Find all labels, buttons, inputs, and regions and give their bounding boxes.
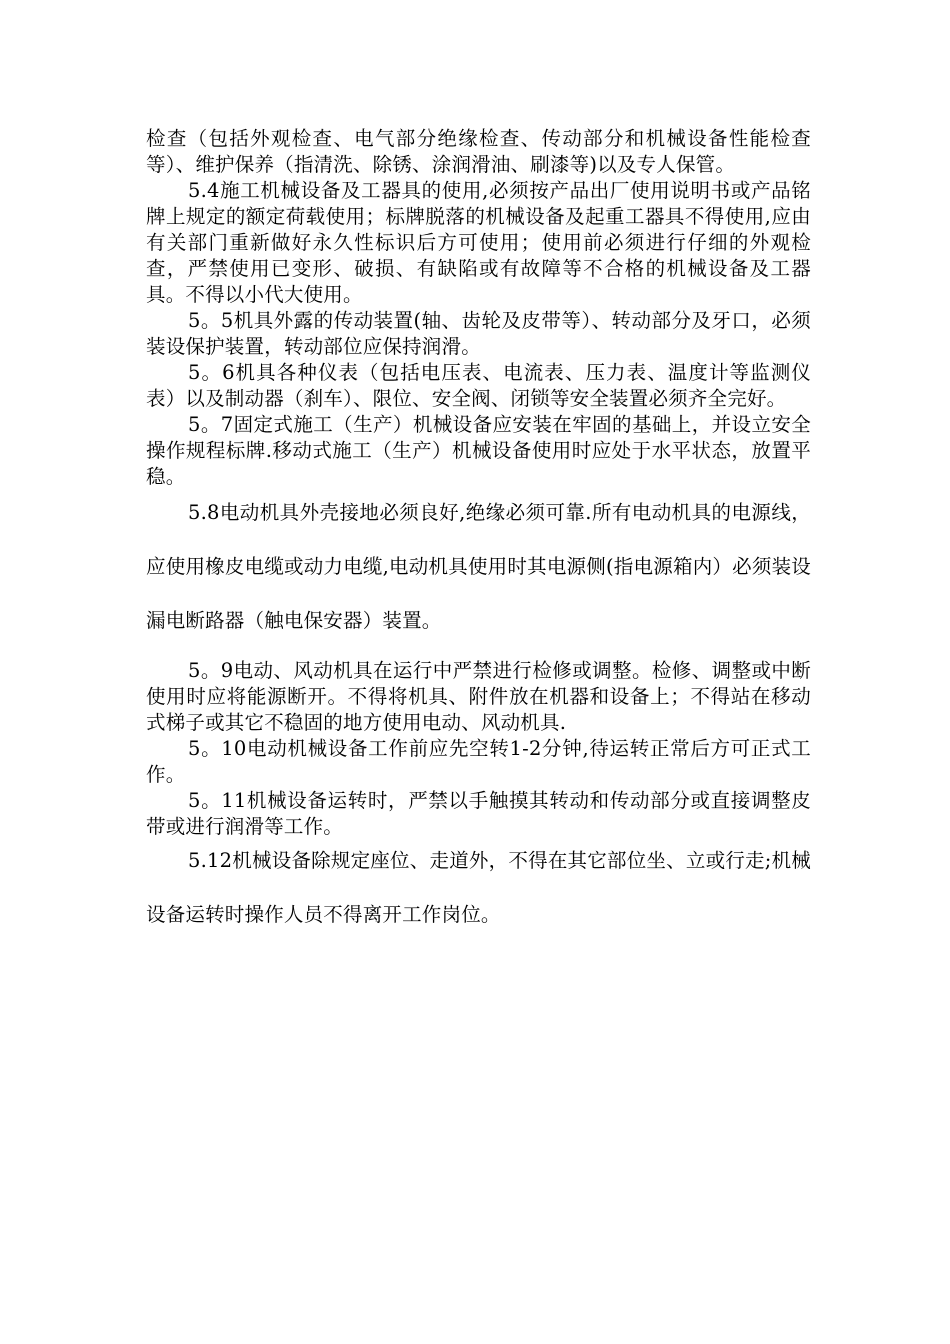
paragraph-5-11: 5。11机械设备运转时，严禁以手触摸其转动和传动部分或直接调整皮带或进行润滑等工作。 bbox=[146, 789, 811, 838]
paragraph-5-8: 5.8电动机具外壳接地必须良好,绝缘必须可靠.所有电动机具的电源线，应使用橡皮电缆或动力电缆,电动机具使用时其电源侧(指电源箱内）必须装设漏电断路器（触电保安器）装置。 bbox=[146, 501, 811, 632]
paragraph-5-10: 5。10电动机械设备工作前应先空转1-2分钟,待运转正常后方可正式工作。 bbox=[146, 737, 811, 786]
paragraph-5-4: 5.4施工机械设备及工器具的使用,必须按产品出厂使用说明书或产品铭牌上规定的额定荷载使用；标牌脱落的机械设备及起重工器具不得使用,应由有关部门重新做好永久性标识后方可使用；使用前必须进行仔细的外观检查，严禁使用已变形、破损、有缺陷或有故障等不合格的机械设备及工器具。不得以小代大使用。 bbox=[146, 179, 811, 306]
paragraph-5-12: 5.12机械设备除规定座位、走道外，不得在其它部位坐、立或行走;机械设备运转时操作人员不得离开工作岗位。 bbox=[146, 849, 811, 926]
paragraph-5-7: 5。7固定式施工（生产）机械设备应安装在牢固的基础上，并设立安全操作规程标牌.移动式施工（生产）机械设备使用时应处于水平状态，放置平稳。 bbox=[146, 413, 811, 488]
document-body bbox=[146, 126, 811, 942]
paragraph-5-6: 5。6机具各种仪表（包括电压表、电流表、压力表、温度计等监测仪表）以及制动器（刹车）、限位、安全阀、闭锁等安全装置必须齐全完好。 bbox=[146, 361, 811, 410]
paragraph-5-9: 5。9电动、风动机具在运行中严禁进行检修或调整。检修、调整或中断使用时应将能源断开。不得将机具、附件放在机器和设备上；不得站在移动式梯子或其它不稳固的地方使用电动、风动机具. bbox=[146, 659, 811, 734]
paragraph-5-5: 5。5机具外露的传动装置(轴、齿轮及皮带等）、转动部分及牙口，必须装设保护装置，转动部位应保持润滑。 bbox=[146, 309, 811, 358]
paragraph-continuation: 检查（包括外观检查、电气部分绝缘检查、传动部分和机械设备性能检查等）、维护保养（指清洗、除锈、涂润滑油、刷漆等)以及专人保管。 bbox=[146, 127, 811, 176]
